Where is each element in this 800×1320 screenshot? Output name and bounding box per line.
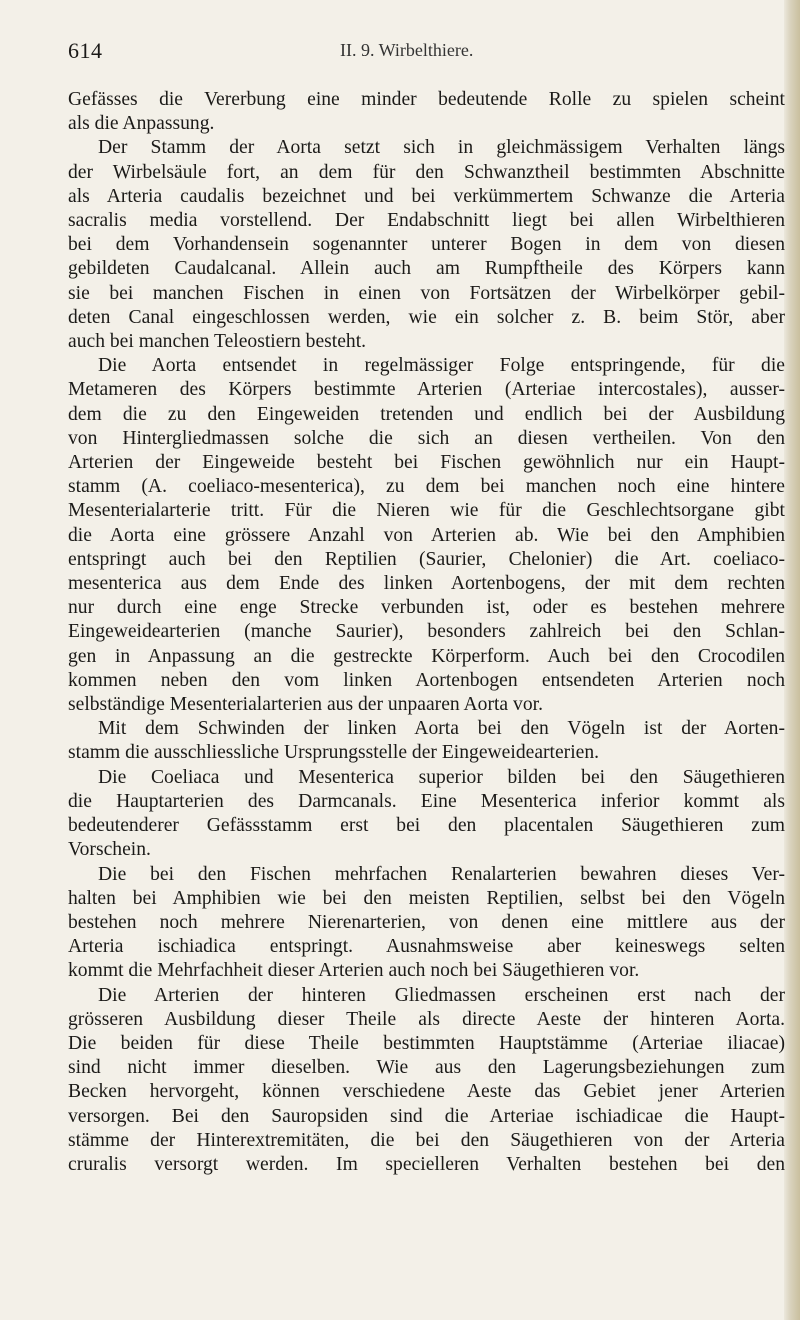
text-line: sind nicht immer dieselben. Wie aus den Lagerungsbeziehungen zum bbox=[68, 1057, 785, 1079]
text-line: Die beiden für diese Theile bestimmten Hauptstämme (Arteriae iliacae) bbox=[68, 1032, 785, 1054]
text-line: Die Coeliaca und Mesenterica superior bilden bei den Säugethieren bbox=[98, 766, 785, 788]
text-line: selbständige Mesenterialarterien aus der unpaaren Aorta vor. bbox=[68, 694, 543, 716]
text-line: sacralis media vorstellend. Der Endabschnitt liegt bei allen Wirbelthieren bbox=[68, 210, 785, 232]
text-line: Metameren des Körpers bestimmte Arterien (Arteriae intercostales), ausser- bbox=[68, 379, 785, 401]
text-line: stamm (A. coeliaco-mesenterica), zu dem bei manchen noch eine hintere bbox=[68, 476, 785, 498]
text-line: Vorschein. bbox=[68, 839, 151, 861]
text-line: die Aorta eine grössere Anzahl von Arterien ab. Wie bei den Amphibien bbox=[68, 524, 785, 546]
running-title: II. 9. Wirbelthiere. bbox=[340, 40, 474, 60]
text-line: Gefässes die Vererbung eine minder bedeutende Rolle zu spielen scheint bbox=[68, 89, 785, 110]
text-line: bei dem Vorhandensein sogenannter unterer Bogen in dem von diesen bbox=[68, 234, 785, 256]
text-line: kommen neben den vom linken Aortenbogen entsendeten Arterien noch bbox=[68, 669, 785, 691]
body-text bbox=[68, 88, 785, 1177]
text-line: Die bei den Fischen mehrfachen Renalarterien bewahren dieses Ver- bbox=[98, 863, 785, 885]
text-line: die Hauptarterien des Darmcanals. Eine Mesenterica inferior kommt als bbox=[68, 790, 785, 812]
text-line: gebildeten Caudalcanal. Allein auch am Rumpftheile des Körpers kann bbox=[68, 258, 785, 280]
text-line: bedeutenderer Gefässstamm erst bei den placentalen Säugethieren zum bbox=[68, 815, 785, 837]
text-line: kommt die Mehrfachheit dieser Arterien auch noch bei Säugethieren vor. bbox=[68, 960, 640, 982]
text-line: versorgen. Bei den Sauropsiden sind die Arteriae ischiadicae die Haupt- bbox=[68, 1105, 785, 1127]
text-line: von Hintergliedmassen solche die sich an diesen vertheilen. Von den bbox=[68, 427, 785, 449]
text-line: auch bei manchen Teleostiern besteht. bbox=[68, 331, 367, 353]
text-line: Arteria ischiadica entspringt. Ausnahmsweise aber keineswegs selten bbox=[68, 936, 785, 958]
text-line: Die Arterien der hinteren Gliedmassen erscheinen erst nach der bbox=[98, 984, 785, 1006]
text-line: dem die zu den Eingeweiden tretenden und endlich bei der Ausbildung bbox=[68, 403, 785, 425]
text-line: stamm die ausschliessliche Ursprungsstelle der Eingeweidearterien. bbox=[68, 742, 600, 764]
text-line: entspringt auch bei den Reptilien (Saurier, Chelonier) die Art. coeliaco- bbox=[68, 548, 785, 570]
text-line: als Arteria caudalis bezeichnet und bei verkümmertem Schwanze die Arteria bbox=[68, 185, 785, 207]
text-line: als die Anpassung. bbox=[68, 113, 215, 135]
text-line: Die Aorta entsendet in regelmässiger Folge entspringende, für die bbox=[98, 355, 785, 377]
text-line: Eingeweidearterien (manche Saurier), besonders zahlreich bei den Schlan- bbox=[68, 621, 785, 643]
text-line: cruralis versorgt werden. Im specielleren Verhalten bestehen bei den bbox=[68, 1153, 785, 1175]
text-line: Der Stamm der Aorta setzt sich in gleichmässigem Verhalten längs bbox=[98, 137, 785, 159]
text-line: bestehen noch mehrere Nierenarterien, von denen eine mittlere aus der bbox=[68, 911, 785, 933]
text-line: nur durch eine enge Strecke verbunden ist, oder es bestehen mehrere bbox=[68, 597, 785, 619]
text-line: deten Canal eingeschlossen werden, wie ein solcher z. B. beim Stör, aber bbox=[68, 306, 785, 328]
page-edge bbox=[784, 0, 800, 1320]
page-number: 614 bbox=[68, 38, 103, 63]
text-line: gen in Anpassung an die gestreckte Körperform. Auch bei den Crocodilen bbox=[68, 645, 785, 667]
text-line: stämme der Hinterextremitäten, die bei den Säugethieren von der Arteria bbox=[68, 1129, 785, 1151]
running-head bbox=[68, 38, 768, 66]
text-line: halten bei Amphibien wie bei den meisten Reptilien, selbst bei den Vögeln bbox=[68, 887, 785, 909]
text-line: Mesenterialarterie tritt. Für die Nieren wie für die Geschlechtsorgane gibt bbox=[68, 500, 785, 522]
text-line: grösseren Ausbildung dieser Theile als directe Aeste der hinteren Aorta. bbox=[68, 1008, 785, 1030]
text-line: Becken hervorgeht, können verschiedene Aeste das Gebiet jener Arterien bbox=[68, 1081, 785, 1103]
text-line: Arterien der Eingeweide besteht bei Fischen gewöhnlich nur ein Haupt- bbox=[68, 452, 785, 474]
text-line: mesenterica aus dem Ende des linken Aortenbogens, der mit dem rechten bbox=[68, 573, 785, 595]
text-line: Mit dem Schwinden der linken Aorta bei den Vögeln ist der Aorten- bbox=[98, 718, 785, 740]
text-line: sie bei manchen Fischen in einen von Fortsätzen der Wirbelkörper gebil- bbox=[68, 282, 785, 304]
text-line: der Wirbelsäule fort, an dem für den Schwanztheil bestimmten Abschnitte bbox=[68, 161, 785, 183]
